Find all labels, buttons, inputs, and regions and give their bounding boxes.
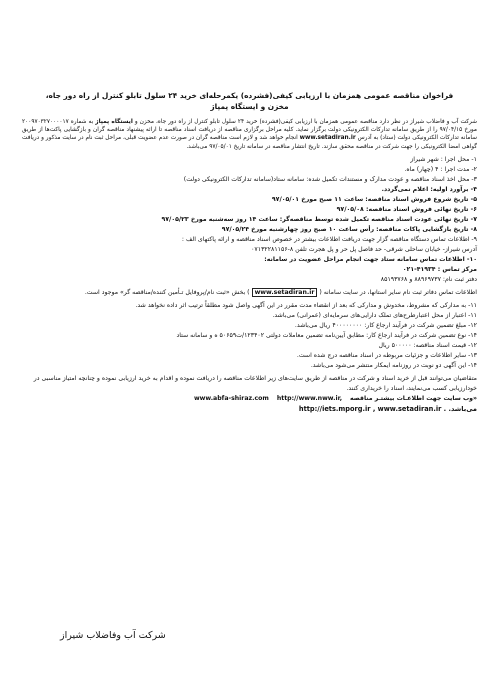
sites-section <box>22 394 477 404</box>
item-guarantee-amount: ۱۲- مبلغ تضمین شرکت در فرآیند ارجاع کار: ۴۰۰۰۰۰۰۰۰ ریال می‌باشد. <box>294 321 477 329</box>
intro-bold: ایستگاه پمپاژ <box>95 119 133 125</box>
closing-text: متقاضیان می‌توانند قبل از خرید اسناد و شرکت در مناقصه از طریق سایت‌های زیر اطلاعات مناقصه را دریافت نموده و اقدام به خرید ارزیابی نموده و چنانچه امتیاز مناسبی در خودارزیابی کسب می‌نمایند، اسناد را خریداری کنند. <box>33 374 477 392</box>
notice-intro <box>22 118 477 151</box>
item-credit: ۱۱- اعتبار از محل اعتبارطرح‌های تملک دارایی‌های سرمایه‌ای (عمرانی) می‌باشد. <box>272 311 477 319</box>
item-estimate: ۴- برآورد اولیه: اعلام نمی‌گردد. <box>381 185 477 193</box>
item-publication: ۱۴- این آگهی دو نوبت در روزنامه ایمکار منتشر می‌شود می‌باشد. <box>310 361 477 369</box>
item-sale-start: ۵- تاریخ شروع فروش اسناد مناقصه: ساعت ۱۱ صبح مورخ ۹۷/۰۵/۰۱ <box>271 195 477 203</box>
item-contact-info: ۹- اطلاعات تماس دستگاه مناقصه گزار جهت دریافت اطلاعات بیشتر در خصوص اسناد مناقصه و ارائه پاکتهای الف : <box>181 235 477 243</box>
site-setad-link[interactable]: www.setadiran.ir . <box>377 404 447 413</box>
item-call-center: مرکز تماس : ۴۱۹۳۴-۰۲۱ <box>402 265 477 273</box>
item-opening-date: ۸- تاریخ بازگشایی پاکات مناقصه: رأس ساعت ۱۰ صبح روز چهارشنبه مورخ ۹۷/۰۵/۲۴ <box>221 225 477 233</box>
sites-row-2: http://iets.mporg.ir , www.setadiran.ir . می‌باشد. <box>298 404 477 413</box>
item-conditions: ۱۱- به مدارکی که مشروط، مخدوش و مدارکی که بعد از انقضاء مدت مقرر در این آگهی واصل شود مطلقاً ترتیب اثر داده نخواهد شد. <box>135 301 477 309</box>
item-location: ۱- محل اجرا : شهر شیراز <box>410 155 477 163</box>
intro-text-2: به شماره ۲۰۰۹۷۰۳۲۷۰۰۰۰۱۷ مورخ ۹۷/۰۴/۱۵ را از طریق سامانه تدارکات الکترونیکی دولت برگزار نماید. کلیه مراحل برگزاری مناقصه از دریافت اسناد مناقصه تا ارائه پیشنهاد مناقصه گران و بازگشایی پاکت‌ها از طریق سامانه تدارکات الکترونیکی دولت (ستاد) به آدرس <box>22 119 478 142</box>
item-documents-place: ۳- محل اخذ اسناد مناقصه و عودت مدارک و مستندات تکمیل شده: سامانه ستاد(سامانه تدارکات الکترونیکی دولت) <box>183 175 477 183</box>
notice-items <box>22 155 477 285</box>
item-return-deadline: ۷- تاریخ نهائی عودت اسناد مناقصه تکمیل شده توسط مناقصه‌گر: ساعت ۱۴ روز سه‌شنبه مورخ ۹۷/۰۵/۲۳ <box>161 215 477 223</box>
sites-label: «وب سایت جهت اطلاعـات بیشتـر مناقصه <box>350 394 477 402</box>
item-registration-office: دفتر ثبت نام: ۸۸۹۶۹۷۳۷ و ۸۵۱۹۳۷۶۸ <box>380 275 477 283</box>
notice-items-2 <box>22 301 477 371</box>
item-address: آدرس شیراز- خیابان ساحلی شرقی- حد فاصل پل حر و پل هجرت تلفن ۸-۰۷۱۳۲۲۸۱۱۵۶ <box>251 245 477 253</box>
setadiran-link[interactable]: www.setadiran.ir <box>252 288 318 297</box>
item-duration: ۲- مدت اجرا : ۴ (چهار) ماه. <box>404 165 477 173</box>
item-sale-end: ۶- تاریخ نهائی فروش اسناد مناقصه: ۹۷/۰۵/۰۸ <box>336 205 477 213</box>
site-iets-link[interactable]: http://iets.mporg.ir <box>298 404 371 413</box>
company-signature: شرکت آب وفاضلاب شیراز <box>60 630 166 641</box>
site-nww-link[interactable]: http://www.nww.ir, <box>276 394 343 402</box>
site-abfa-link[interactable]: www.abfa-shiraz.com <box>193 394 269 402</box>
intro-text-1: شرکت آب و فاضلاب شیراز در نظر دارد مناقصه عمومی همزمان با ارزیابی کیفی(فشرده) خرید ۲۴ سلول تابلو کنترل از راه دور جاه، مخزن و <box>134 119 478 125</box>
item-document-price: ۱۲- قیمت اسناد مناقصه: ۵۰۰۰۰۰ ریال <box>378 341 477 349</box>
item-guarantee-type: ۱۴- نوع تضمین شرکت در فرآیند ارجاع کار: مطابق آیین‌نامه تضمین معاملات دولتی ۱۲۳۴۰۲/ت۵۰۶۵۹ ه و سامانه ستاد <box>176 331 477 339</box>
tender-notice <box>22 90 477 414</box>
item-other-info: ۱۳- سایر اطلاعات و جزئیات مربوطه در اسناد مناقصه درج شده است. <box>296 351 477 359</box>
sites-suffix: می‌باشد. <box>448 404 477 413</box>
intro-url-link[interactable]: www.setadiran.ir <box>299 135 356 142</box>
intro-text-3: انجام خواهد شد و لازم است مناقصه گران در صورت عدم عضویت قبلی، مراحل ثبت نام در سایت مذکور و دریافت گواهی امضا الکترونیکی را جهت شرکت در مناقصه محقق سازند. تاریخ انتشار مناقصه در سامانه تاریخ ۹۷/۰۵/۰۱ می‌باشد. <box>22 135 477 150</box>
item-setad-contact: ۱۰- اطلاعات تماس سامانه ستاد جهت انجام مراحل عضویت در سامانه: <box>264 255 477 263</box>
notice-title: فراخوان مناقصه عمومی همزمان با ارزیابی کیفی(فشرده) یکمرحله‌ای خرید ۲۴ سلول تابلو کنترل از راه دور جاه، مخزن و ایستگاه پمپاژ <box>45 91 454 111</box>
registration-info: اطلاعات تماس دفاتر ثبت نام سایر استانها، در سایت سامانه ( www.setadiran.ir ) بخش «ثبت نام/پروفایل تـأمین کننده/مناقصه گر» موجود است. <box>84 288 477 296</box>
